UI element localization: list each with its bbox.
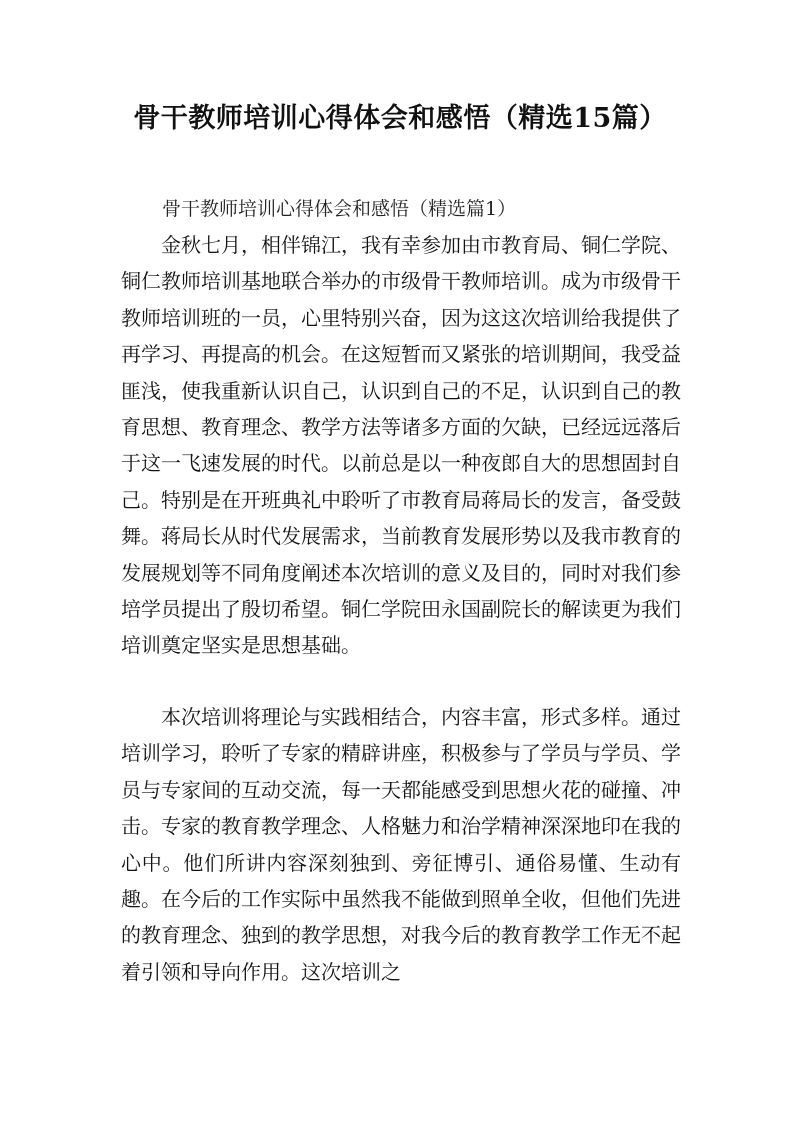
- document-title: 骨干教师培训心得体会和感悟（精选15篇）: [133, 103, 667, 134]
- body-paragraph-2: 本次培训将理论与实践相结合，内容丰富，形式多样。通过培训学习，聆听了专家的精辟讲座，积极参与了学员与学员、学员与专家间的互动交流，每一天都能感受到思想火花的碰撞、冲击。专家的教育教学理念、人格魅力和治学精神深深地印在我的心中。他们所讲内容深刻独到、旁征博引、通俗易懂、生动有趣。在今后的工作实际中虽然我不能做到照单全收，但他们先进的教育理念、独到的教学思想，对我今后的教育教学工作无不起着引领和导向作用。这次培训之: [121, 705, 681, 984]
- section-heading: 骨干教师培训心得体会和感悟（精选篇1）: [162, 198, 517, 220]
- body-paragraph-1: 金秋七月，相伴锦江，我有幸参加由市教育局、铜仁学院、铜仁教师培训基地联合举办的市级骨干教师培训。成为市级骨干教师培训班的一员，心里特别兴奋，因为这这次培训给我提供了再学习、再提高的机会。在这短暂而又紧张的培训期间，我受益匪浅，使我重新认识自己，认识到自己的不足，认识到自己的教育思想、教育理念、教学方法等诸多方面的欠缺，已经远远落后于这一飞速发展的时代。以前总是以一种夜郎自大的思想固封自己。特别是在开班典礼中聆听了市教育局蒋局长的发言，备受鼓舞。蒋局长从时代发展需求，当前教育发展形势以及我市教育的发展规划等不同角度阐述本次培训的意义及目的，同时对我们参培学员提出了殷切希望。铜仁学院田永国副院长的解读更为我们培训奠定坚实是思想基础。: [121, 233, 681, 658]
